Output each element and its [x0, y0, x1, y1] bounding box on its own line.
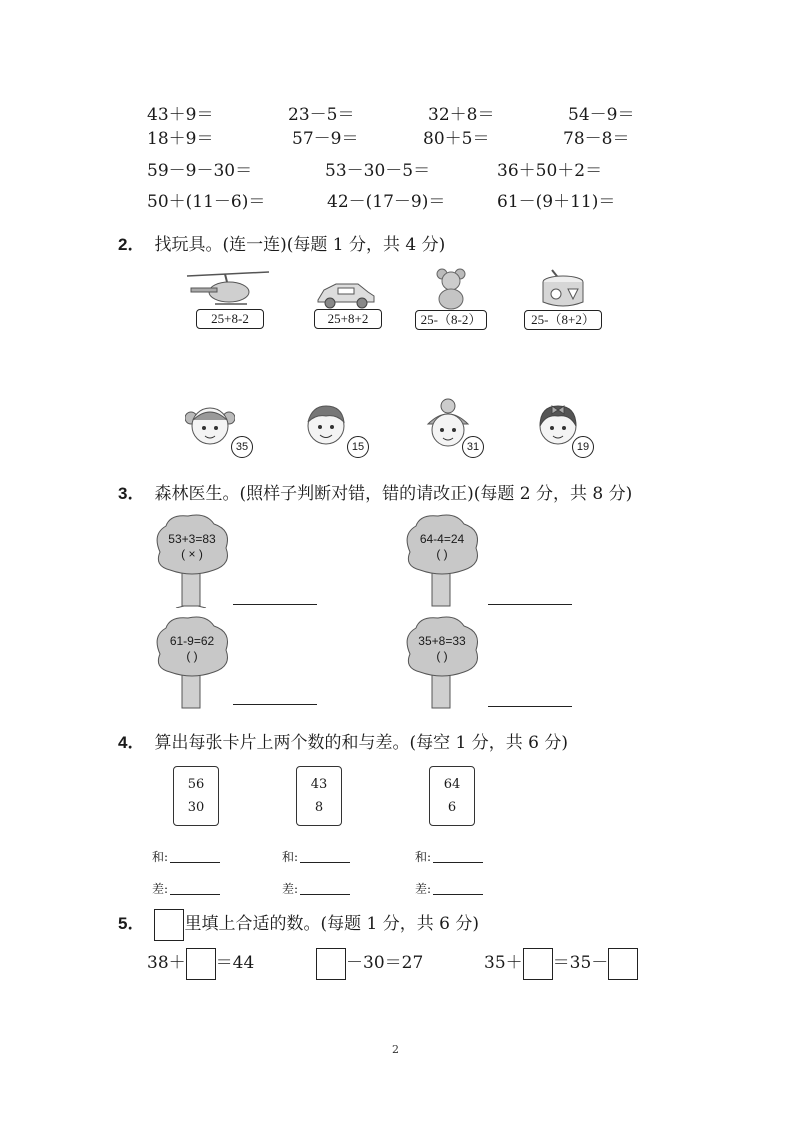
- answer-box[interactable]: [523, 948, 553, 980]
- number-card: [429, 766, 475, 826]
- section-3-heading: [118, 479, 632, 504]
- equation: 61－(9＋11)＝: [497, 192, 616, 212]
- answer-line[interactable]: [233, 604, 317, 605]
- equation-part: 38＋: [147, 953, 186, 973]
- equation: 42－(17－9)＝: [327, 192, 446, 212]
- difference-label: 差:: [152, 882, 169, 896]
- card-value: 30: [187, 800, 205, 815]
- difference-field[interactable]: [152, 880, 220, 897]
- number-card: [173, 766, 219, 826]
- section-2-heading: [118, 230, 445, 255]
- kid-number: 15: [347, 436, 369, 458]
- equation: 50＋(11－6)＝: [147, 192, 266, 212]
- sum-field[interactable]: [282, 848, 350, 865]
- section-number: 4．: [118, 733, 145, 752]
- equation: 32＋8＝: [428, 105, 495, 125]
- card-value: 6: [447, 800, 457, 815]
- equation-part: ＝44: [215, 953, 255, 973]
- section-title: 里填上合适的数。(每题 1 分，共 6 分): [184, 914, 479, 934]
- section-title: 森林医生。(照样子判断对错，错的请改正)(每题 2 分，共 8 分): [154, 484, 633, 504]
- fill-equation-1: [147, 947, 254, 980]
- sum-label: 和:: [415, 850, 432, 864]
- fill-equation-3: [484, 947, 638, 980]
- equation: 23－5＝: [288, 105, 355, 125]
- kid-number: 35: [231, 436, 253, 458]
- girl-pigtails-icon: [185, 400, 235, 452]
- equation: 54－9＝: [568, 105, 635, 125]
- equation: 78－8＝: [563, 129, 630, 149]
- sum-field[interactable]: [415, 848, 483, 865]
- equation: 53－30－5＝: [325, 161, 431, 181]
- car-icon: [314, 278, 378, 310]
- equation: 43＋9＝: [147, 105, 214, 125]
- tree-equation: 35+8=33: [418, 634, 466, 648]
- section-number: 2．: [118, 235, 145, 254]
- tree-mark: ( ): [186, 649, 198, 663]
- page-number: 2: [392, 1043, 399, 1056]
- sum-field[interactable]: [152, 848, 220, 865]
- answer-box[interactable]: [608, 948, 638, 980]
- difference-field[interactable]: [415, 880, 483, 897]
- boy-icon: [302, 400, 350, 452]
- difference-label: 差:: [415, 882, 432, 896]
- section-5-heading: [118, 908, 479, 941]
- fill-equation-2: [316, 947, 423, 980]
- sum-label: 和:: [152, 850, 169, 864]
- teddy-bear-icon: [432, 268, 470, 310]
- equation: 59－9－30＝: [147, 161, 253, 181]
- kid-number: 31: [462, 436, 484, 458]
- tree-mark: ( ): [436, 649, 448, 663]
- equation: 57－9＝: [292, 129, 359, 149]
- number-card: [296, 766, 342, 826]
- toy-expression: 25+8+2: [314, 309, 382, 329]
- tree-equation: 61-9=62: [169, 634, 215, 648]
- card-value: 64: [443, 777, 461, 792]
- tree-card: [152, 614, 232, 710]
- difference-field[interactable]: [282, 880, 350, 897]
- tree-mark: ( × ): [181, 547, 203, 561]
- equation-part: 35＋: [484, 953, 523, 973]
- toy-expression: 25-（8+2）: [524, 310, 602, 330]
- tree-card: [402, 614, 482, 710]
- equation-part: －30＝27: [346, 953, 424, 973]
- difference-label: 差:: [282, 882, 299, 896]
- section-number: 5．: [118, 914, 145, 933]
- card-value: 8: [314, 800, 324, 815]
- section-title: 算出每张卡片上两个数的和与差。(每空 1 分，共 6 分): [154, 733, 568, 753]
- equation: 80＋5＝: [423, 129, 490, 149]
- answer-box[interactable]: [186, 948, 216, 980]
- blank-box-example: [154, 909, 184, 941]
- kid-number: 19: [572, 436, 594, 458]
- tree-card: [402, 512, 482, 608]
- answer-line[interactable]: [488, 706, 572, 707]
- drum-icon: [538, 268, 588, 310]
- equation: 36＋50＋2＝: [497, 161, 603, 181]
- section-number: 3．: [118, 484, 145, 503]
- tree-card: [152, 512, 232, 608]
- section-4-heading: [118, 728, 568, 753]
- tree-equation: 53+3=83: [168, 532, 216, 546]
- sum-label: 和:: [282, 850, 299, 864]
- answer-box[interactable]: [316, 948, 346, 980]
- answer-line[interactable]: [488, 604, 572, 605]
- tree-equation: 64-4=24: [419, 532, 465, 546]
- answer-line[interactable]: [233, 704, 317, 705]
- card-value: 43: [310, 777, 328, 792]
- tree-mark: ( ): [436, 547, 448, 561]
- card-value: 56: [187, 777, 205, 792]
- equation-part: ＝35－: [552, 953, 609, 973]
- toy-expression: 25+8-2: [196, 309, 264, 329]
- toy-expression: 25-（8-2）: [415, 310, 487, 330]
- equation: 18＋9＝: [147, 129, 214, 149]
- section-title: 找玩具。(连一连)(每题 1 分，共 4 分): [154, 235, 446, 255]
- helicopter-icon: [185, 268, 271, 310]
